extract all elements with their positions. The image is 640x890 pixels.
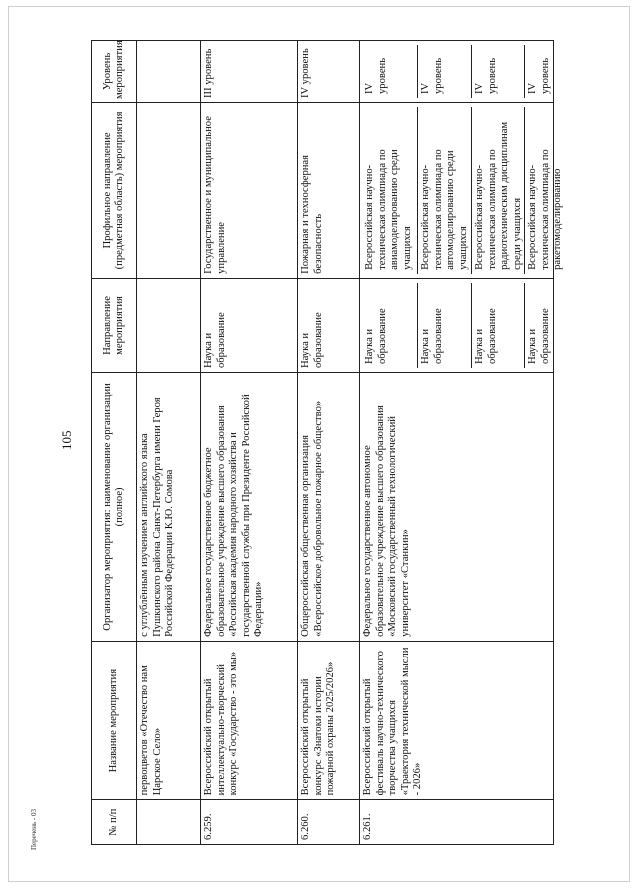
cell-direction-group: [360, 278, 554, 372]
table-row-continuation: [137, 41, 201, 845]
cell-level: IV уровень: [298, 41, 360, 103]
cell-profile: Всероссийская научно-техническая олимпиада по радиотехническим дисциплинам среди учащихся: [471, 107, 524, 274]
cell-num: 6.260.: [298, 800, 360, 845]
header-direction: Направление мероприятия: [92, 278, 137, 372]
cell-level: IV уровень: [471, 45, 524, 98]
cell-profile: [137, 102, 201, 278]
cell-profile: Всероссийская научно-техническая олимпиада по автомоделированию среди учащихся: [417, 107, 471, 274]
cell-direction: Наука и образование: [364, 308, 388, 365]
cell-profile: Пожарная и техносферная безопасность: [298, 102, 360, 278]
cell-profile: Всероссийская научно-техническая олимпиада по ракетомоделированию: [524, 107, 551, 274]
cell-profile: Государственное и муниципальное управление: [201, 102, 298, 278]
cell-level: [137, 41, 201, 103]
cell-organizer: Федеральное государственное бюджетное образовательное учреждение высшего образования «Российская академия народного хозяйства и государственной службы при Президенте Российской Федерации»: [201, 373, 298, 642]
cell-direction: Наука и образование: [417, 283, 471, 368]
footer-mark: Перечень - 03: [30, 809, 38, 850]
header-organizer: Организатор мероприятия: наименование организации (полное): [92, 373, 137, 642]
table-row: [360, 41, 554, 845]
table-row: [298, 41, 360, 845]
cell-name: первоцветов «Отечество нам Царское Село»: [137, 641, 201, 800]
cell-organizer: Федеральное государственное автономное образовательное учреждение высшего образования «Московский государственный технологический университет «Станкин»: [360, 373, 554, 642]
cell-level: III уровень: [201, 41, 298, 103]
cell-profile: Всероссийская научно-техническая олимпиада по авиамоделированию среди учащихся: [364, 149, 413, 270]
cell-num: [137, 800, 201, 845]
cell-direction: [137, 278, 201, 372]
cell-organizer: Общероссийская общественная организация «Всероссийское добровольное пожарное общество»: [298, 373, 360, 642]
cell-direction: Наука и образование: [201, 278, 298, 372]
table-row: [201, 41, 298, 845]
cell-num: 6.259.: [201, 800, 298, 845]
cell-direction: Наука и образование: [298, 278, 360, 372]
header-profile: Профильное направление (предметная область) мероприятия: [92, 102, 137, 278]
header-level: Уровень мероприятия: [92, 41, 137, 103]
cell-profile-group: [360, 102, 563, 278]
cell-organizer: с углублённым изучением английского языка Пушкинского района Санкт-Петербурга имени Героя Российской Федерации К.Ю. Сомова: [137, 373, 201, 642]
events-table: [91, 40, 563, 845]
cell-level: IV уровень: [524, 45, 551, 98]
page-number: 105: [59, 430, 74, 450]
header-name: Название мероприятия: [92, 641, 137, 800]
table-header-row: [92, 41, 137, 845]
rotated-table-wrapper: [91, 40, 563, 845]
cell-level: IV уровень: [364, 57, 388, 94]
cell-level: IV уровень: [417, 45, 471, 98]
cell-direction: Наука и образование: [471, 283, 524, 368]
cell-name: Всероссийский открытый конкурс «Знатоки истории пожарной охраны 2025/2026»: [298, 641, 360, 800]
cell-name: Всероссийский открытый интеллектуально-творческий конкурс «Государство - это мы»: [201, 641, 298, 800]
cell-num: 6.261.: [360, 800, 554, 845]
cell-name: Всероссийский открытый фестиваль научно-технического творчества учащихся «Траектория технической мысли - 2026»: [360, 641, 554, 800]
header-num: № п/п: [92, 800, 137, 845]
cell-level-group: [360, 41, 554, 103]
cell-direction: Наука и образование: [524, 283, 551, 368]
